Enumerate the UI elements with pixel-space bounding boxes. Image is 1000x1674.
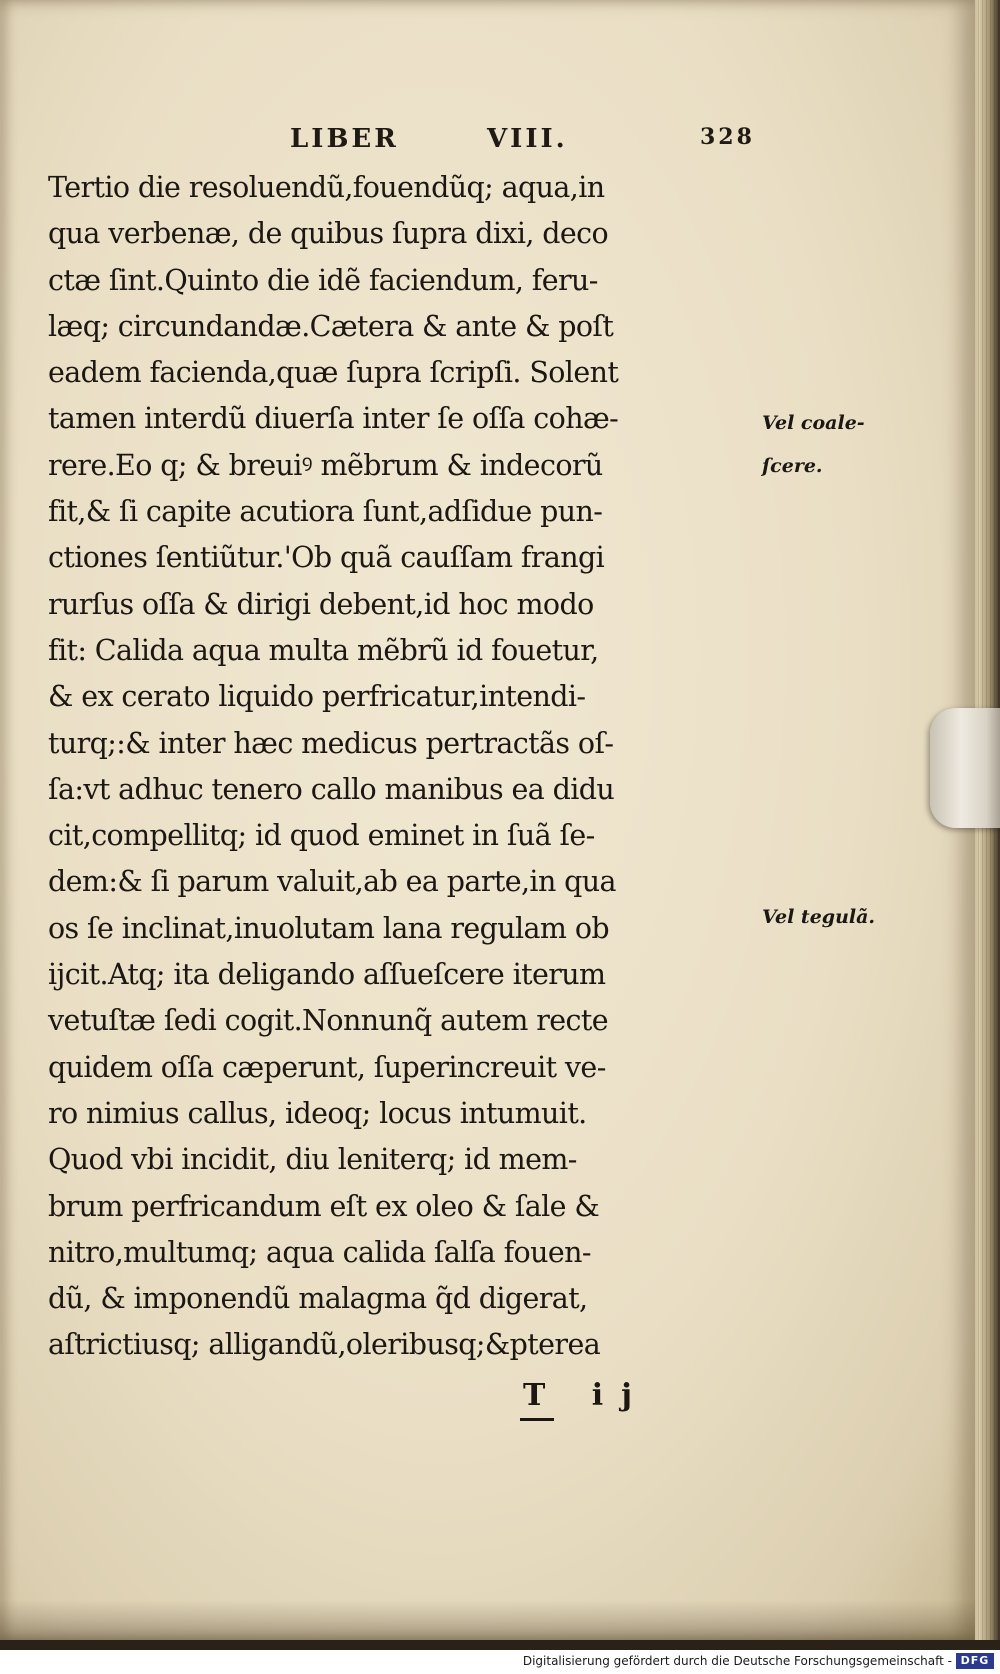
text-line: fit: Calida aqua multa mẽbrũ id fouetur, bbox=[48, 633, 599, 667]
text-line: quidem oſſa cæperunt, ſuperincreuit ve- bbox=[48, 1050, 606, 1084]
text-line: læq; circundandæ.Cætera & ante & poſt bbox=[48, 309, 614, 343]
text-line: ijcit.Atq; ita deligando aſſueſcere iterum bbox=[48, 958, 606, 992]
text-line: eadem facienda,quæ ſupra ſcripſi. Solent bbox=[48, 356, 619, 390]
text-line: ſa:vt adhuc tenero callo manibus ea didu bbox=[48, 772, 615, 806]
running-head-book-number: VIII. bbox=[487, 124, 568, 154]
marginal-note-coalescere-2: ſcere. bbox=[762, 455, 823, 477]
text-line: ctæ ſint.Quinto die idẽ faciendum, feru- bbox=[48, 263, 598, 297]
text-line: rurſus oſſa & dirigi debent,id hoc modo bbox=[48, 587, 594, 621]
text-line: tamen interdũ diuerſa inter ſe oſſa cohæ- bbox=[48, 402, 619, 436]
text-line: & ex cerato liquido perfricatur,intendi- bbox=[48, 680, 586, 714]
text-line: vetuſtæ ſedi cogit.Nonnunq̃ autem recte bbox=[48, 1004, 608, 1038]
text-line: aſtrictiusq; alligandũ,oleribusq;&pterea bbox=[48, 1328, 601, 1362]
body-text bbox=[48, 165, 758, 1369]
text-line: brum perfricandum eſt ex oleo & ſale & bbox=[48, 1189, 600, 1223]
marginal-note-tegulam: Vel tegulã. bbox=[762, 906, 876, 928]
signature-mark: T ij bbox=[523, 1378, 651, 1413]
text-line: dem:& ſi parum valuit,ab ea parte,in qua bbox=[48, 865, 616, 899]
text-line: Quod vbi incidit, diu leniterq; id mem- bbox=[48, 1143, 577, 1177]
marginal-note-coalescere-1: Vel coale- bbox=[762, 412, 865, 434]
page-shadow bbox=[0, 1600, 975, 1640]
text-line: cit,compellitq; id quod eminet in ſuã ſe- bbox=[48, 819, 595, 853]
text-line: turq;:& inter hæc medicus pertractãs oſ- bbox=[48, 726, 614, 760]
folio-number: 328 bbox=[700, 124, 755, 150]
text-line: fit,& ſi capite acutiora ſunt,adſidue pun- bbox=[48, 495, 603, 529]
text-line: nitro,multumq; aqua calida ſalſa fouen- bbox=[48, 1235, 591, 1269]
text-line: dũ, & imponendũ malagma q̃d digerat, bbox=[48, 1282, 588, 1316]
text-line: Tertio die resoluendũ,fouendũq; aqua,in bbox=[48, 171, 605, 204]
text-line: rere.Eo q; & breuiꝰ mẽbrum & indecorũ bbox=[48, 448, 603, 482]
text-line: os ſe inclinat,inuolutam lana regulam ob bbox=[48, 911, 610, 945]
running-head bbox=[0, 124, 975, 164]
signature-rule bbox=[520, 1418, 554, 1421]
text-line: ctiones ſentiũtur.'Ob quã cauſſam frangi bbox=[48, 541, 605, 575]
text-line: ro nimius callus, ideoq; locus intumuit. bbox=[48, 1096, 587, 1130]
dfg-logo: DFG bbox=[956, 1653, 994, 1669]
running-head-title: LIBER bbox=[290, 124, 399, 154]
text-line: qua verbenæ, de quibus ſupra dixi, deco bbox=[48, 217, 609, 251]
page-clip bbox=[930, 708, 1000, 828]
funding-credit: Digitalisierung gefördert durch die Deutsche Forschungsgemeinschaft - bbox=[522, 1654, 952, 1668]
